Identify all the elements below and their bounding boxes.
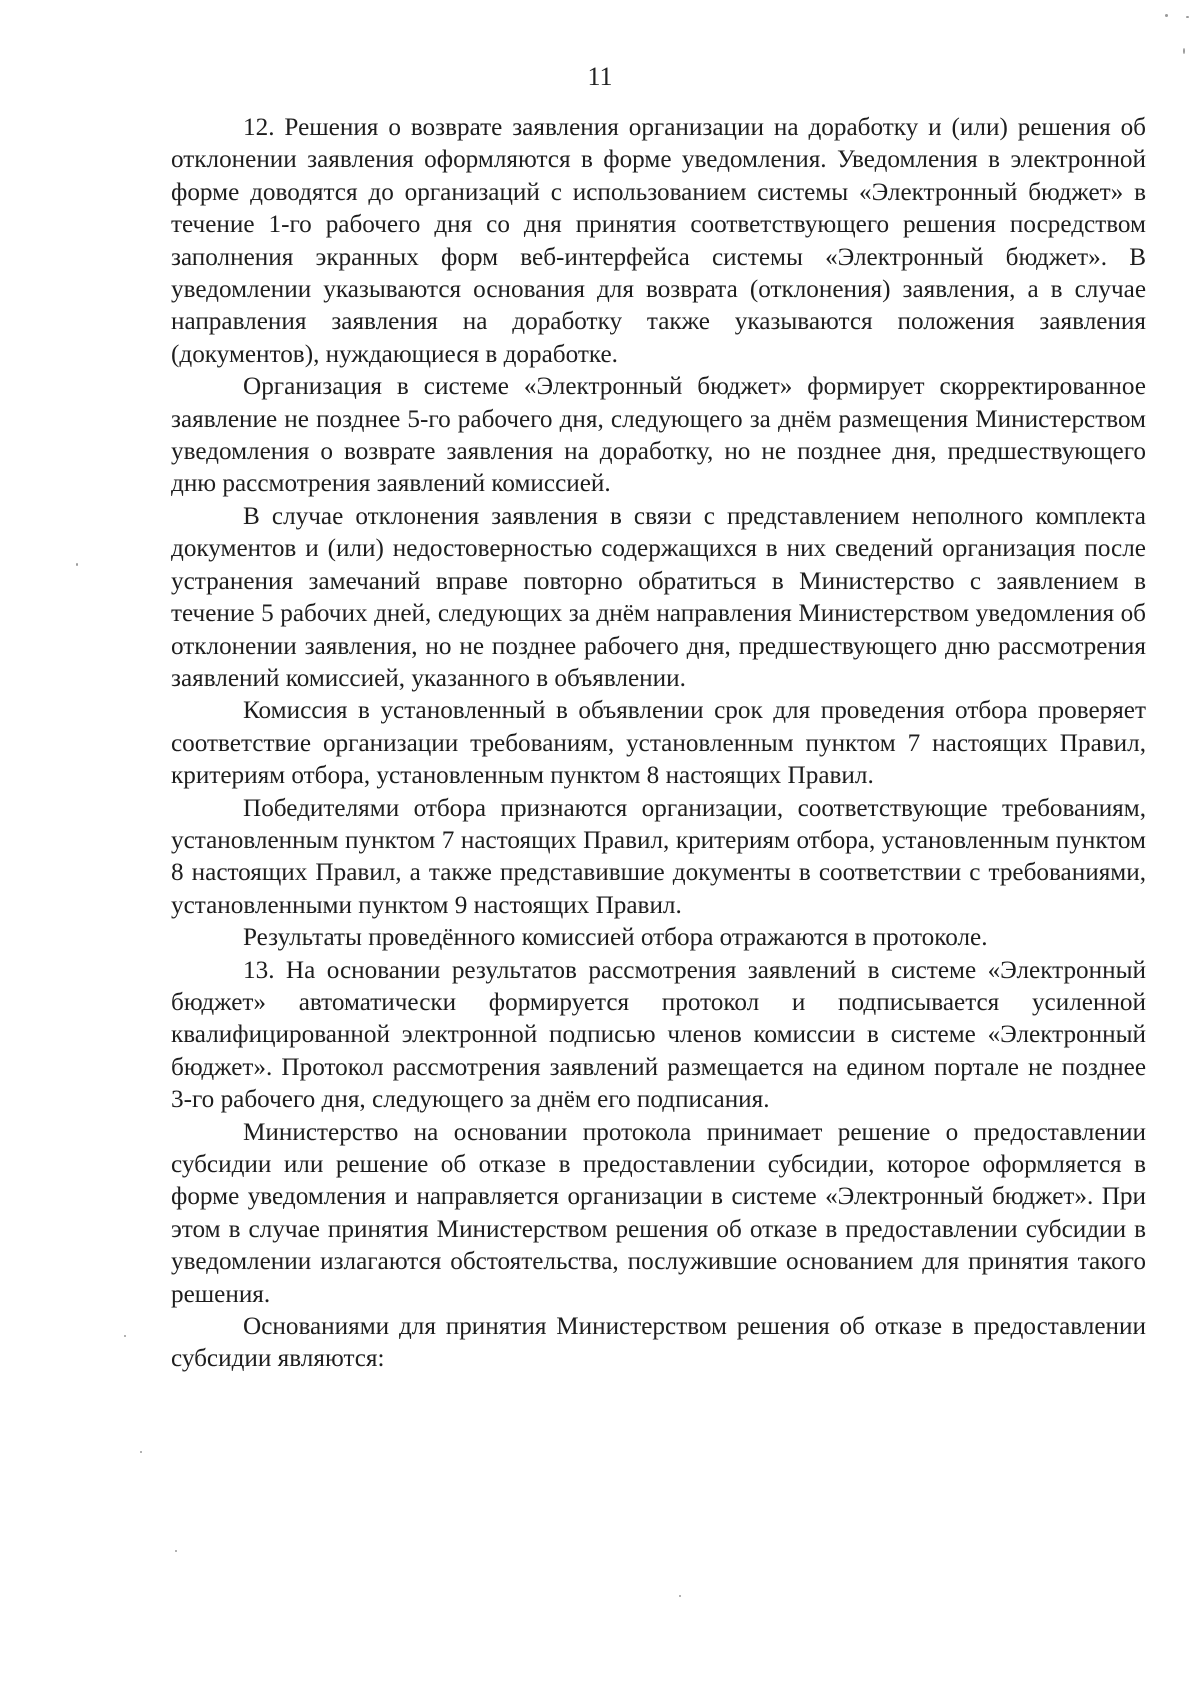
paragraph-commission-check: Комиссия в установленный в объявлении срок для проведения отбора проверяет соответствие организации требованиям, установленным пунктом 7 настоящих Правил, критериям отбора, установленным пунктом 8 настоящих Правил. bbox=[171, 697, 1146, 790]
scan-speck bbox=[1165, 14, 1168, 17]
paragraph-refusal-grounds: Основаниями для принятия Министерством решения об отказе в предоставлении субсидии являются: bbox=[171, 1313, 1146, 1373]
paragraph-13-protocol: 13. На основании результатов рассмотрения заявлений в системе «Электронный бюджет» автоматически формируется протокол и подписывается усиленной квалифицированной электронной подписью членов комиссии в системе «Электронный бюджет». Протокол рассмотрения заявлений размещается на едином портале не позднее 3-го рабочего дня, следующего за днём его подписания. bbox=[171, 956, 1146, 1114]
scan-speck bbox=[1186, 16, 1189, 18]
scan-speck bbox=[679, 1595, 681, 1597]
paragraph-rejection-resubmission: В случае отклонения заявления в связи с представлением неполного комплекта документов и (или) недостоверностью содержащихся в них сведений организация после устранения замечаний вправе повторно обратиться в Министерство с заявлением в течение 5 рабочих дней, следующих за днём направления Министерством уведомления об отклонении заявления, но не позднее рабочего дня, предшествующего дню рассмотрения заявлений комиссией, указанного в объявлении. bbox=[171, 502, 1146, 692]
scan-speck bbox=[140, 1451, 142, 1453]
paragraph-ministry-decision: Министерство на основании протокола принимает решение о предоставлении субсидии или решение об отказе в предоставлении субсидии, которое оформляется в форме уведомления и направляется организации в системе «Электронный бюджет». При этом в случае принятия Министерством решения об отказе в предоставлении субсидии в уведомлении излагаются обстоятельства, послужившие основанием для принятия такого решения. bbox=[171, 1118, 1146, 1308]
paragraph-winners: Победителями отбора признаются организации, соответствующие требованиям, установленным пунктом 7 настоящих Правил, критериям отбора, установленным пунктом 8 настоящих Правил, а также представившие документы в соответствии с требованиями, установленными пунктом 9 настоящих Правил. bbox=[171, 794, 1146, 919]
paragraph-results-protocol: Результаты проведённого комиссией отбора отражаются в протоколе. bbox=[243, 924, 988, 952]
scan-speck bbox=[175, 1550, 177, 1552]
paragraph-12-return-decision: 12. Решения о возврате заявления организации на доработку и (или) решения об отклонении заявления оформляются в форме уведомления. Уведомления в электронной форме доводятся до организаций с использованием системы «Электронный бюджет» в течение 1-го рабочего дня со дня принятия соответствующего решения посредством заполнения экранных форм веб-интерфейса системы «Электронный бюджет». В уведомлении указываются основания для возврата (отклонения) заявления, а в случае направления заявления на доработку также указываются положения заявления (документов), нуждающиеся в доработке. bbox=[171, 114, 1146, 368]
scan-speck bbox=[1183, 48, 1185, 54]
scan-speck bbox=[124, 1335, 126, 1337]
paragraph-corrected-application: Организация в системе «Электронный бюджет» формирует скорректированное заявление не позднее 5-го рабочего дня, следующего за днём размещения Министерством уведомления о возврате заявления на доработку, но не позднее дня, предшествующего дню рассмотрения заявлений комиссией. bbox=[171, 373, 1146, 498]
document-body bbox=[171, 112, 1146, 1376]
scan-speck bbox=[76, 563, 78, 566]
page-number: 11 bbox=[587, 62, 613, 91]
